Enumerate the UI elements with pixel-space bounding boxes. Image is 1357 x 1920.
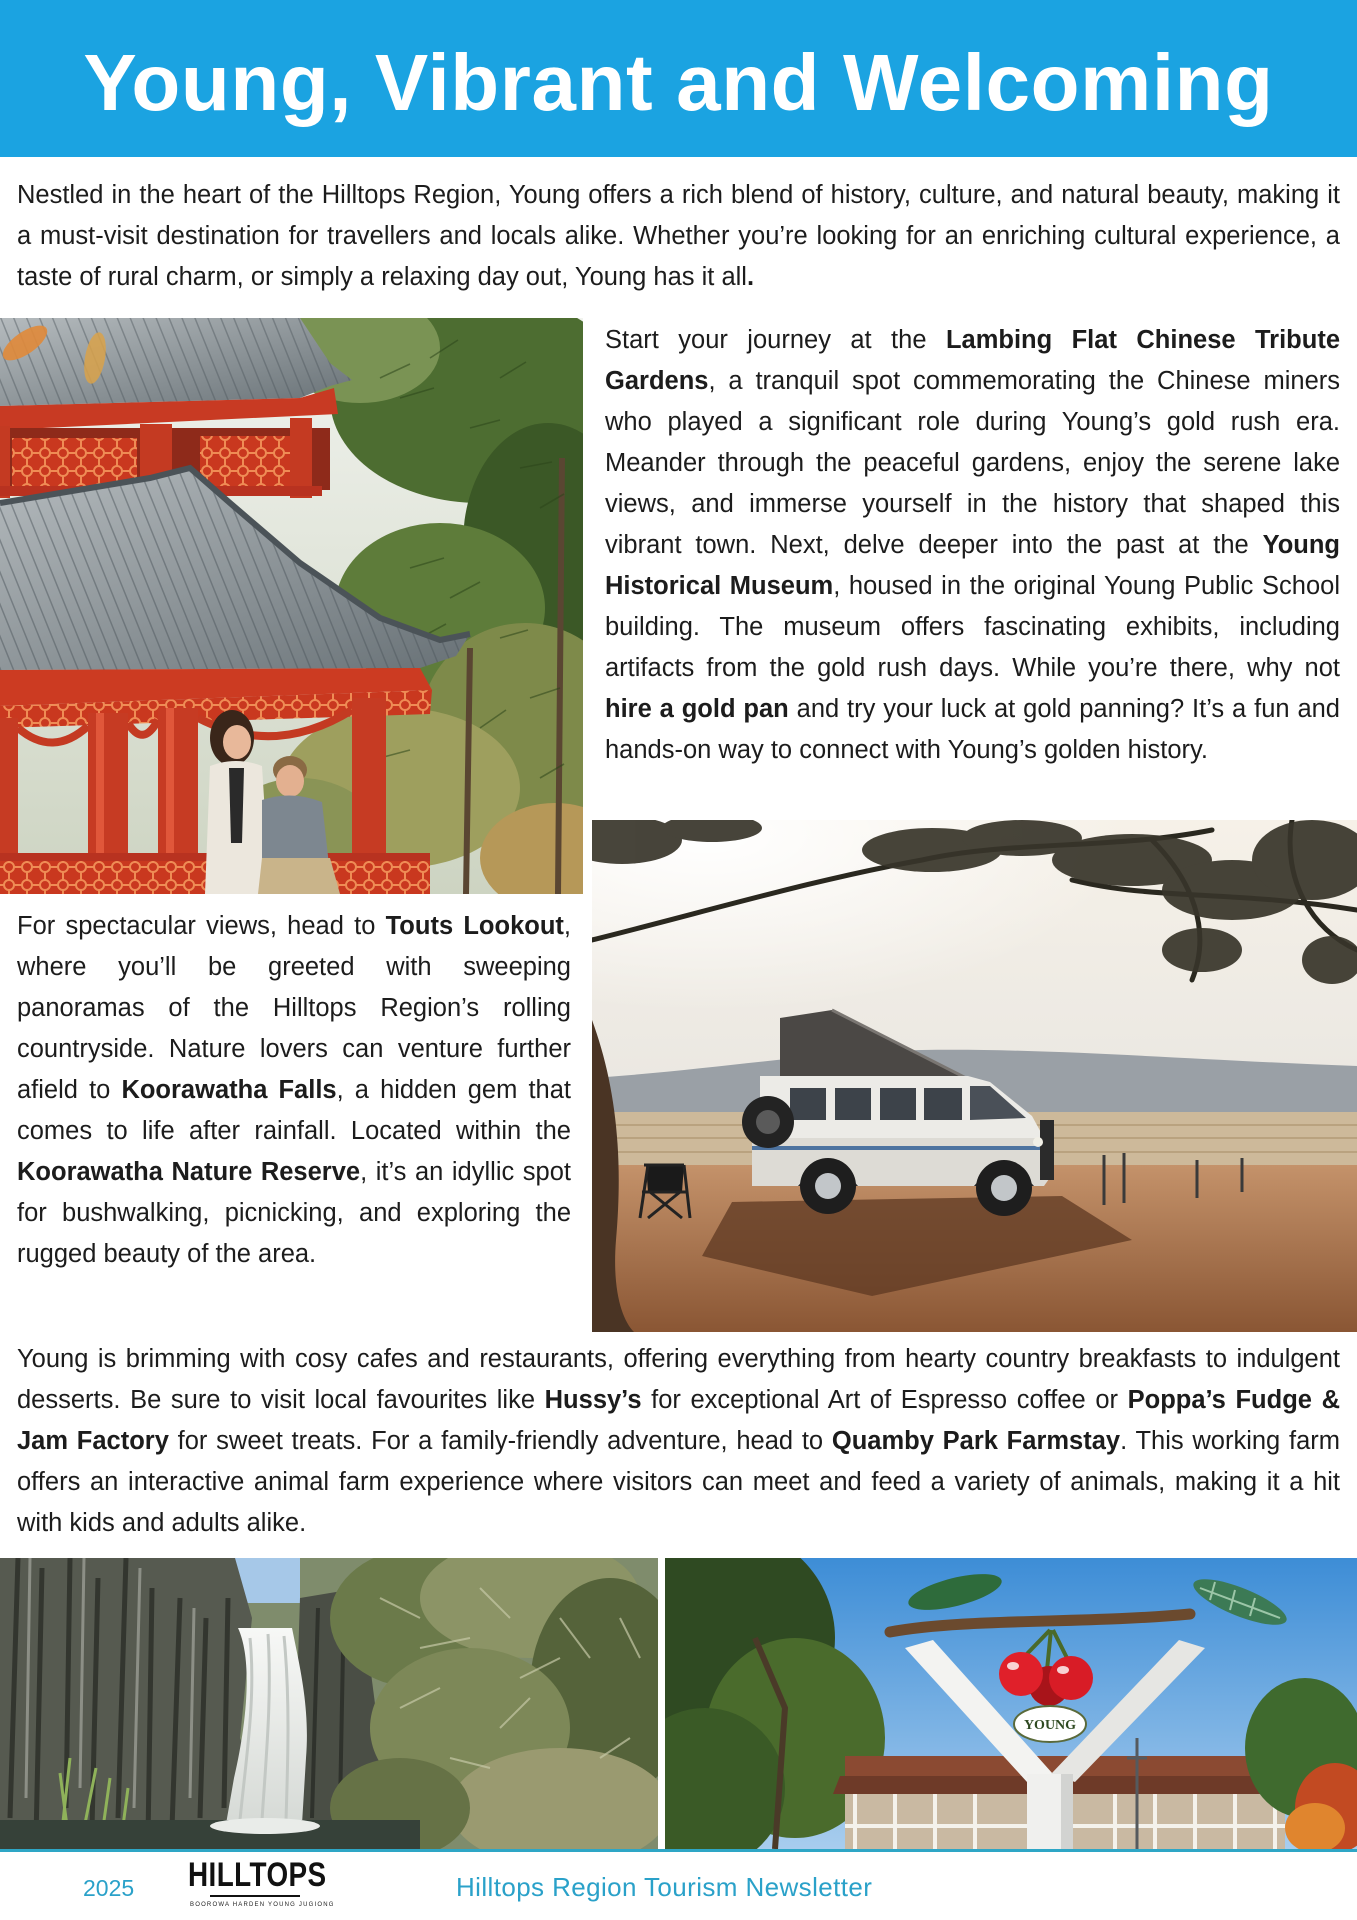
body-text: , it’s an idyllic spot for bushwalking, picnicking, and exploring the rugged beauty of the area. xyxy=(17,1158,571,1268)
footer-divider xyxy=(0,1849,1357,1852)
highlighted-text: Lambing Flat Chinese Tribute Gardens xyxy=(605,326,1340,395)
footer-year: 2025 xyxy=(83,1875,135,1901)
highlighted-text: Koorawatha Falls xyxy=(121,1076,337,1104)
body-text: for sweet treats. For a family-friendly adventure, head to xyxy=(168,1427,832,1455)
newsletter-title: Hilltops Region Tourism Newsletter xyxy=(456,1872,873,1902)
pool xyxy=(0,1820,420,1849)
logo-wordmark: HILLTOPS xyxy=(188,1856,327,1894)
logo-towns: BOOROWA HARDEN YOUNG JUGIONG xyxy=(190,1902,335,1908)
highlighted-text: hire a gold pan xyxy=(605,695,789,723)
body-text: for exceptional Art of Espresso coffee or xyxy=(641,1386,1128,1414)
highlighted-text: Hussy’s xyxy=(544,1386,642,1414)
rock-face xyxy=(0,1558,382,1849)
cherry-sign-photo xyxy=(665,1558,1357,1849)
hilltops-logo xyxy=(188,1858,338,1914)
body-text: For spectacular views, head to xyxy=(17,912,386,940)
highlighted-text: Quamby Park Farmstay xyxy=(831,1427,1121,1455)
body-text: and try your luck at gold panning? It’s a fun and hands-on way to connect with Young’s golden history. xyxy=(605,695,1340,764)
body-text: Young is brimming with cosy cafes and restaurants, offering everything from hearty country breakfasts to indulgent desserts. Be sure to visit local favourites like xyxy=(17,1345,1340,1414)
highlighted-text: Young Historical Museum xyxy=(605,531,1340,600)
body-text: , a hidden gem that comes to life after rainfall. Located within the xyxy=(17,1076,571,1145)
body-text: . This working farm offers an interactive animal farm experience where visitors can meet and feed a variety of animals, making it a hit with kids and adults alike. xyxy=(17,1427,1340,1537)
waterfall-photo xyxy=(0,1558,658,1849)
highlighted-text: . xyxy=(746,263,755,291)
highlighted-text: Touts Lookout xyxy=(385,912,564,940)
page-title: Young, Vibrant and Welcoming xyxy=(83,37,1274,127)
touts-lookout-paragraph xyxy=(17,906,571,1275)
town-sign-text: YOUNG xyxy=(1023,1718,1077,1733)
highlighted-text: Poppa’s Fudge & Jam Factory xyxy=(17,1386,1341,1455)
campervan-photo xyxy=(592,820,1357,1332)
body-text: Start your journey at the xyxy=(605,326,946,354)
pagoda-photo xyxy=(0,318,583,894)
title-banner xyxy=(0,0,1357,157)
body-text: , where you’ll be greeted with sweeping panoramas of the Hilltops Region’s rolling countryside. Nature lovers can venture further afield to xyxy=(17,912,571,1104)
body-text: , housed in the original Young Public School building. The museum offers fascinating exhibits, including artifacts from the gold rush days. While you’re there, why not xyxy=(605,572,1340,682)
body-text: Nestled in the heart of the Hilltops Region, Young offers a rich blend of history, culture, and natural beauty, making it a must-visit destination for travellers and locals alike. Whether you’re looking for an enriching cultural experience, a taste of rural charm, or simply a relaxing day out, Young has it all xyxy=(17,181,1340,291)
body-text: , a tranquil spot commemorating the Chinese miners who played a significant role during Young’s gold rush era. Meander through the peaceful gardens, enjoy the serene lake views, and immerse yourself in the history that shaped this vibrant town. Next, delve deeper into the past at the xyxy=(605,367,1340,559)
intro-paragraph xyxy=(17,175,1340,298)
logo-underline xyxy=(210,1895,300,1897)
dining-paragraph xyxy=(17,1339,1340,1544)
highlighted-text: Koorawatha Nature Reserve xyxy=(17,1158,361,1186)
lambing-flat-paragraph xyxy=(605,320,1340,771)
bush-foliage xyxy=(330,1558,658,1849)
